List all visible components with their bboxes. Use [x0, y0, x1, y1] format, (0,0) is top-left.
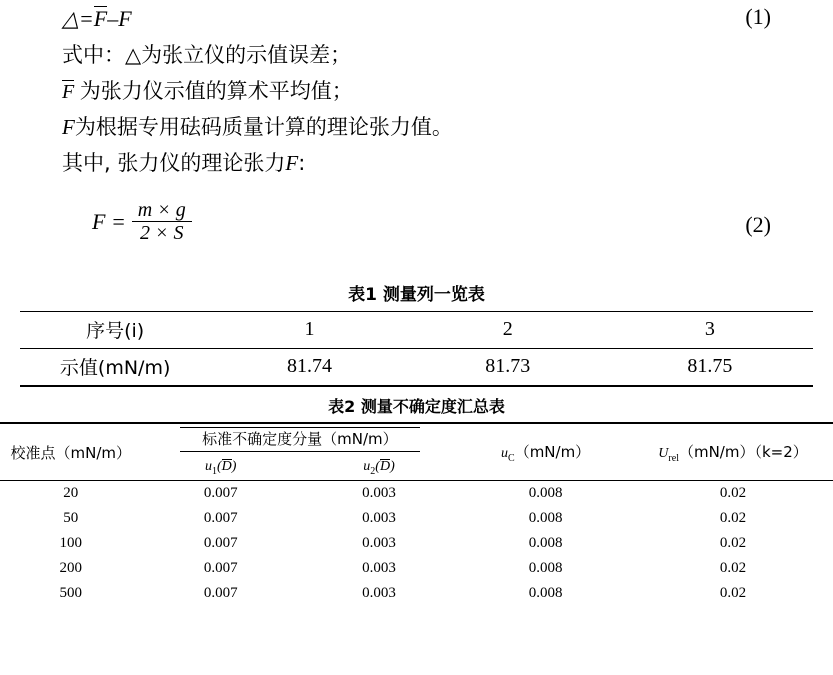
table2-row5-u2: 0.003: [362, 585, 396, 601]
table2: [0, 422, 833, 606]
formula-note-line-1: [62, 44, 771, 66]
equation-1-number: (1): [745, 4, 771, 29]
equation-1-line: [62, 6, 771, 30]
table-row: [0, 506, 833, 531]
table1-title: 表1 测量列一览表: [348, 285, 485, 305]
formula-note-text-4: 其中, 张力仪的理论张力: [62, 151, 286, 175]
table2-row4-point: 200: [59, 560, 83, 576]
table1-row2-label: 示值(mN/m): [20, 349, 210, 387]
formula-note-text-3: 为根据专用砝码质量计算的理论张力值。: [74, 115, 453, 139]
equation-1-f: F: [118, 6, 132, 31]
table1-row1-value-3: 3: [607, 312, 813, 349]
equation-1-fbar: F: [93, 6, 108, 31]
table2-header-urel: $U_{rel}(mN/m)(k=2)$: [633, 423, 833, 481]
table1: [20, 311, 813, 387]
table-row: [0, 581, 833, 606]
table-row: [0, 531, 833, 556]
table2-row2-urel: 0.02: [719, 510, 747, 526]
table2-row3-u1: 0.007: [203, 535, 238, 551]
table2-row3-uc: 0.008: [528, 535, 563, 551]
table2-row3-u2: 0.003: [362, 535, 396, 551]
table2-row4-u2: 0.003: [362, 560, 396, 576]
table2-row4-urel: 0.02: [719, 560, 747, 576]
f-symbol: F: [62, 115, 75, 139]
table2-header-u2: $u_2(D)$: [363, 459, 395, 477]
table1-row1-value-1: 1: [210, 312, 408, 349]
equation-2-fraction: [132, 200, 192, 243]
formula-note-text-2: 为张力仪示值的算术平均值；: [79, 79, 353, 103]
table2-row4-u1: 0.007: [203, 560, 238, 576]
table2-header-group-uncertainty: 标准不确定度分量（mN/m）: [142, 423, 459, 455]
formula-note-line-4: [62, 152, 771, 174]
table2-row5-u1: 0.007: [203, 585, 238, 601]
table2-row2-u1: 0.007: [203, 510, 238, 526]
table2-header-row-1: [0, 423, 833, 455]
table1-row2-value-3: 81.75: [607, 349, 813, 387]
table2-row2-uc: 0.008: [528, 510, 563, 526]
table-row: [20, 312, 813, 349]
f-bar-symbol: F: [62, 81, 75, 103]
equation-2-number: (2): [745, 212, 771, 237]
equation-2-denominator: 2 × S: [140, 222, 184, 244]
table2-header-uc: $u_C(mN/m)$: [458, 423, 633, 481]
formula-note-text-1: 式中：△为张立仪的示值误差；: [62, 43, 352, 67]
table2-row4-uc: 0.008: [528, 560, 563, 576]
formula-note-line-3: [62, 116, 771, 138]
table2-row1-u1: 0.007: [142, 481, 300, 507]
table2-row5-uc: 0.008: [528, 585, 563, 601]
table-row: [20, 349, 813, 387]
table2-row1-point: 20: [0, 481, 142, 507]
table1-row2-value-1: 81.74: [210, 349, 408, 387]
f-symbol-2: F: [285, 151, 299, 175]
table2-row5-urel: 0.02: [719, 585, 747, 601]
table2-row1-urel: 0.02: [633, 481, 833, 507]
table2-title: 表2 测量不确定度汇总表: [328, 397, 505, 416]
table-row: [0, 556, 833, 581]
table1-row1-value-2: 2: [409, 312, 607, 349]
table2-row2-u2: 0.003: [362, 510, 396, 526]
table2-row1-uc: 0.008: [458, 481, 633, 507]
equation-2-line: [62, 200, 771, 256]
table-row: [0, 481, 833, 507]
table2-row1-u2: 0.003: [300, 481, 458, 507]
table2-header-u1: $u_1(D)$: [205, 459, 237, 477]
table2-header-calibration-point: 校准点（mN/m）: [0, 423, 142, 481]
equation-2-lhs: F =: [92, 208, 126, 234]
formula-text-block: [0, 0, 833, 256]
table2-row5-point: 500: [59, 585, 83, 601]
table1-row2-value-2: 81.73: [409, 349, 607, 387]
table1-row1-label: 序号(i): [20, 312, 210, 349]
equation-1-minus: –: [107, 6, 119, 31]
equation-2-numerator: m × g: [132, 200, 192, 222]
formula-note-colon: :: [298, 151, 306, 175]
formula-note-line-2: [62, 80, 771, 102]
equation-1-lhs: △=: [62, 6, 94, 31]
table1-wrapper: [0, 280, 833, 387]
table2-row3-urel: 0.02: [719, 535, 747, 551]
table2-row2-point: 50: [63, 510, 79, 526]
table2-wrapper: [0, 387, 833, 606]
table2-row3-point: 100: [59, 535, 83, 551]
